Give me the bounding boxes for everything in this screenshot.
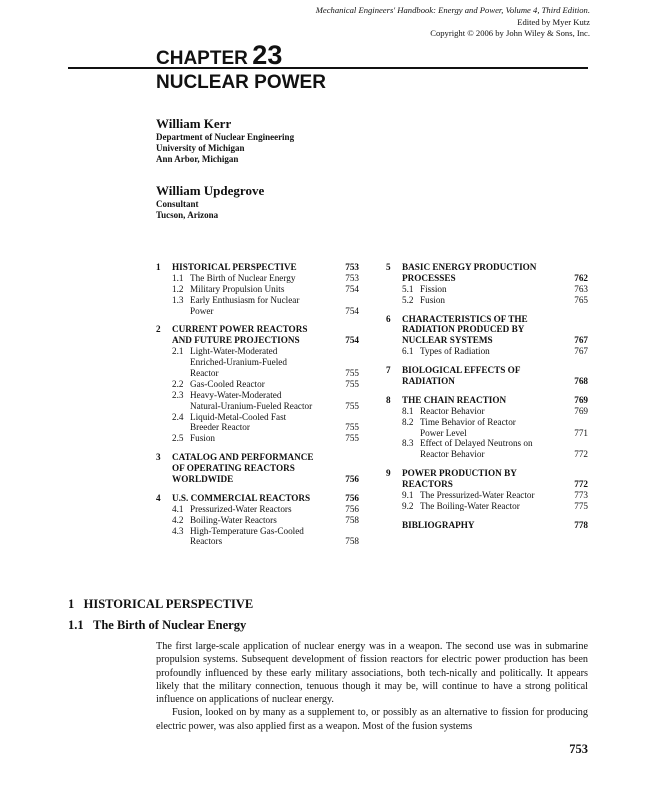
toc-title: THE CHAIN REACTION bbox=[402, 394, 507, 405]
toc-title: REACTORS bbox=[402, 479, 453, 490]
paragraph: Fusion, looked on by many as a supplement to, or possibly as an alternative to fission for producing electric power, was also applied first as a weapon. Most of the fusion systems bbox=[156, 707, 588, 732]
author-block bbox=[156, 183, 264, 221]
toc-entry[interactable] bbox=[156, 379, 359, 390]
toc-entry[interactable] bbox=[386, 449, 588, 460]
toc-number: 8 bbox=[386, 394, 391, 405]
toc-entry[interactable] bbox=[156, 474, 359, 485]
header-line-3: Copyright © 2006 by John Wiley & Sons, Inc. bbox=[430, 28, 590, 38]
toc-subnumber: 5.2 bbox=[402, 294, 414, 305]
body-text bbox=[156, 640, 588, 733]
toc-page: 754 bbox=[345, 305, 359, 316]
toc-entry[interactable] bbox=[386, 262, 588, 273]
toc-entry[interactable] bbox=[156, 262, 359, 273]
header-line-1: Mechanical Engineers' Handbook: Energy and Power, Volume 4, Third Edition. bbox=[315, 5, 590, 15]
toc-title: High-Temperature Gas-Cooled bbox=[190, 525, 304, 536]
toc-page: 758 bbox=[345, 536, 359, 547]
toc-entry[interactable] bbox=[156, 526, 359, 537]
toc-title: Fusion bbox=[190, 433, 216, 444]
toc-title: Reactor bbox=[190, 368, 219, 379]
toc-entry[interactable] bbox=[156, 346, 359, 357]
toc-subnumber: 8.2 bbox=[402, 416, 414, 427]
toc-subnumber: 4.2 bbox=[172, 514, 184, 525]
toc-page: 772 bbox=[574, 449, 588, 460]
toc-page: 754 bbox=[345, 283, 359, 294]
section-number: 1 bbox=[68, 597, 75, 611]
toc-entry[interactable] bbox=[156, 412, 359, 423]
toc-title: RADIATION PRODUCED BY bbox=[402, 324, 525, 335]
toc-entry[interactable] bbox=[386, 479, 588, 490]
toc-number: 4 bbox=[156, 492, 161, 503]
toc-entry[interactable] bbox=[156, 536, 359, 547]
toc-page: 755 bbox=[345, 422, 359, 433]
toc-title: BIBLIOGRAPHY bbox=[402, 519, 475, 530]
toc-entry[interactable] bbox=[386, 284, 588, 295]
toc-page: 767 bbox=[574, 346, 588, 357]
toc-title: NUCLEAR SYSTEMS bbox=[402, 335, 493, 346]
toc-title: Liquid-Metal-Cooled Fast bbox=[190, 411, 287, 422]
toc-entry[interactable] bbox=[156, 493, 359, 504]
toc-subnumber: 2.3 bbox=[172, 389, 184, 400]
toc-entry[interactable] bbox=[156, 295, 359, 306]
toc-entry[interactable] bbox=[386, 365, 588, 376]
toc-page: 769 bbox=[574, 394, 588, 405]
toc-title: Effect of Delayed Neutrons on bbox=[420, 438, 533, 449]
toc-entry[interactable] bbox=[386, 395, 588, 406]
toc-page: 755 bbox=[345, 400, 359, 411]
author-name: William Kerr bbox=[156, 116, 232, 131]
toc-entry[interactable] bbox=[156, 463, 359, 474]
toc-subnumber: 9.1 bbox=[402, 490, 414, 501]
toc-subnumber: 5.1 bbox=[402, 283, 414, 294]
toc-number: 7 bbox=[386, 365, 391, 376]
toc-page: 775 bbox=[574, 500, 588, 511]
toc-title: Natural-Uranium-Fueled Reactor bbox=[190, 400, 313, 411]
toc-page: 769 bbox=[574, 405, 588, 416]
toc-gap bbox=[156, 316, 359, 324]
toc-subnumber: 8.3 bbox=[402, 438, 414, 449]
paragraph: The first large-scale application of nuclear energy was in a weapon. The second use was in submarine propulsion systems. Subsequent development of fission reactors for electric power production has been profoundly influenced by these early military associations, both tech-nically and politically. It appears likely that the military connection, tenuous though it may be, will continue to have a strong political influence on applications of nuclear energy. bbox=[156, 641, 588, 706]
toc-entry[interactable] bbox=[156, 306, 359, 317]
toc-entry[interactable] bbox=[156, 390, 359, 401]
toc-entry[interactable] bbox=[156, 335, 359, 346]
toc-page: 753 bbox=[345, 272, 359, 283]
toc-page: 756 bbox=[345, 503, 359, 514]
toc-entry[interactable] bbox=[386, 417, 588, 428]
chapter-title: NUCLEAR POWER bbox=[156, 72, 326, 93]
subsection-title: The Birth of Nuclear Energy bbox=[93, 618, 247, 632]
toc-title: Fusion bbox=[420, 294, 446, 305]
toc-title: Power bbox=[190, 305, 214, 316]
toc-subnumber: 9.2 bbox=[402, 500, 414, 511]
toc-page: 763 bbox=[574, 283, 588, 294]
toc-entry[interactable] bbox=[386, 438, 588, 449]
toc-title: Early Enthusiasm for Nuclear bbox=[190, 294, 300, 305]
toc-title: Fission bbox=[420, 283, 447, 294]
chapter-rule bbox=[68, 67, 588, 69]
toc-page: 768 bbox=[574, 376, 588, 387]
toc-subnumber: 2.5 bbox=[172, 433, 184, 444]
author-affiliation: Consultant bbox=[156, 199, 199, 209]
toc-entry[interactable] bbox=[156, 368, 359, 379]
toc-title: Reactor Behavior bbox=[420, 449, 485, 460]
toc-number: 3 bbox=[156, 452, 161, 463]
toc-number: 2 bbox=[156, 324, 161, 335]
toc-entry[interactable] bbox=[386, 468, 588, 479]
toc-entry[interactable] bbox=[386, 314, 588, 325]
toc-title: Types of Radiation bbox=[420, 346, 490, 357]
toc-title: Light-Water-Moderated bbox=[190, 346, 278, 357]
toc-title: PROCESSES bbox=[402, 272, 456, 283]
toc-page: 771 bbox=[574, 427, 588, 438]
toc-title: HISTORICAL PERSPECTIVE bbox=[172, 262, 297, 272]
toc-title: POWER PRODUCTION BY bbox=[402, 468, 517, 479]
toc-title: Breeder Reactor bbox=[190, 422, 250, 433]
toc-number: 5 bbox=[386, 262, 391, 272]
toc-gap bbox=[386, 460, 588, 468]
toc-title: The Pressurized-Water Reactor bbox=[420, 490, 535, 501]
toc-subnumber: 8.1 bbox=[402, 405, 414, 416]
toc-title: OF OPERATING REACTORS bbox=[172, 463, 295, 474]
toc-entry[interactable] bbox=[386, 520, 588, 531]
toc-page: 758 bbox=[345, 514, 359, 525]
toc-page: 755 bbox=[345, 433, 359, 444]
toc-subnumber: 1.3 bbox=[172, 294, 184, 305]
toc-title: RADIATION bbox=[402, 376, 455, 387]
toc-page: 755 bbox=[345, 368, 359, 379]
toc-entry[interactable] bbox=[386, 335, 588, 346]
author-name: William Updegrove bbox=[156, 183, 265, 198]
subsection-number: 1.1 bbox=[68, 618, 84, 632]
toc-title: Heavy-Water-Moderated bbox=[190, 389, 282, 400]
toc-entry[interactable] bbox=[156, 504, 359, 515]
header-line-2: Edited by Myer Kutz bbox=[517, 16, 590, 27]
toc-title: Gas-Cooled Reactor bbox=[190, 378, 265, 389]
toc-entry[interactable] bbox=[386, 490, 588, 501]
toc-gap bbox=[386, 387, 588, 395]
toc-entry[interactable] bbox=[156, 422, 359, 433]
toc-subnumber: 6.1 bbox=[402, 346, 414, 357]
toc-entry[interactable] bbox=[386, 406, 588, 417]
author-affiliation: Tucson, Arizona bbox=[156, 210, 219, 220]
toc-title: BASIC ENERGY PRODUCTION bbox=[402, 262, 537, 272]
toc-left-column bbox=[156, 262, 359, 547]
toc-page: 756 bbox=[345, 474, 359, 485]
toc-entry[interactable] bbox=[156, 273, 359, 284]
toc-title: Power Level bbox=[420, 427, 467, 438]
toc-title: Pressurized-Water Reactors bbox=[190, 503, 292, 514]
toc-entry[interactable] bbox=[156, 284, 359, 295]
toc-title: WORLDWIDE bbox=[172, 474, 234, 485]
author-affiliation: Ann Arbor, Michigan bbox=[156, 154, 239, 164]
toc-title: The Boiling-Water Reactor bbox=[420, 500, 520, 511]
toc-gap bbox=[156, 444, 359, 452]
chapter-number: 23 bbox=[252, 40, 283, 70]
toc-page: 778 bbox=[574, 519, 588, 530]
toc-entry[interactable] bbox=[156, 401, 359, 412]
toc-number: 6 bbox=[386, 313, 391, 324]
toc-page: 754 bbox=[345, 335, 359, 346]
toc-subnumber: 4.1 bbox=[172, 503, 184, 514]
toc-entry[interactable] bbox=[386, 428, 588, 439]
toc-title: U.S. COMMERCIAL REACTORS bbox=[172, 492, 311, 503]
toc-subnumber: 2.4 bbox=[172, 411, 184, 422]
toc-subnumber: 4.3 bbox=[172, 525, 184, 536]
section-title: HISTORICAL PERSPECTIVE bbox=[83, 597, 254, 611]
toc-entry[interactable] bbox=[156, 452, 359, 463]
toc-gap bbox=[386, 306, 588, 314]
running-header bbox=[316, 5, 590, 40]
toc-title: Enriched-Uranium-Fueled bbox=[190, 357, 287, 368]
toc-title: Boiling-Water Reactors bbox=[190, 514, 277, 525]
toc-entry[interactable] bbox=[156, 433, 359, 444]
subsection-heading bbox=[68, 618, 246, 633]
section-heading bbox=[68, 597, 253, 612]
toc-page: 762 bbox=[574, 272, 588, 283]
toc-entry[interactable] bbox=[386, 346, 588, 357]
toc-title: CHARACTERISTICS OF THE bbox=[402, 313, 528, 324]
toc-entry[interactable] bbox=[386, 376, 588, 387]
toc-page: 753 bbox=[345, 262, 359, 272]
author-affiliation: Department of Nuclear Engineering bbox=[156, 132, 295, 142]
toc-entry[interactable] bbox=[386, 273, 588, 284]
toc-subnumber: 1.1 bbox=[172, 272, 184, 283]
toc-title: Military Propulsion Units bbox=[190, 283, 285, 294]
toc-entry[interactable] bbox=[156, 515, 359, 526]
toc-subnumber: 2.2 bbox=[172, 378, 184, 389]
toc-title: CURRENT POWER REACTORS bbox=[172, 324, 308, 335]
toc-subnumber: 2.1 bbox=[172, 346, 184, 357]
toc-number: 1 bbox=[156, 262, 161, 272]
toc-title: Reactor Behavior bbox=[420, 405, 485, 416]
toc-page: 772 bbox=[574, 479, 588, 490]
toc-gap bbox=[156, 485, 359, 493]
toc-right-column bbox=[386, 262, 588, 531]
toc-entry[interactable] bbox=[156, 357, 359, 368]
toc-page: 765 bbox=[574, 294, 588, 305]
toc-page: 773 bbox=[574, 490, 588, 501]
toc-page: 756 bbox=[345, 492, 359, 503]
toc-gap bbox=[386, 512, 588, 520]
toc-title: The Birth of Nuclear Energy bbox=[190, 272, 296, 283]
toc-title: BIOLOGICAL EFFECTS OF bbox=[402, 365, 521, 376]
page-number: 753 bbox=[569, 742, 588, 756]
toc-page: 767 bbox=[574, 335, 588, 346]
toc-subnumber: 1.2 bbox=[172, 283, 184, 294]
toc-entry[interactable] bbox=[386, 324, 588, 335]
chapter-word: CHAPTER bbox=[156, 48, 248, 69]
toc-title: Time Behavior of Reactor bbox=[420, 416, 516, 427]
author-affiliation: University of Michigan bbox=[156, 143, 245, 153]
toc-entry[interactable] bbox=[386, 295, 588, 306]
toc-title: AND FUTURE PROJECTIONS bbox=[172, 335, 300, 346]
toc-title: Reactors bbox=[190, 536, 223, 547]
toc-gap bbox=[386, 357, 588, 365]
toc-page: 755 bbox=[345, 378, 359, 389]
toc-number: 9 bbox=[386, 468, 391, 479]
toc-entry[interactable] bbox=[156, 324, 359, 335]
toc-title: CATALOG AND PERFORMANCE bbox=[172, 452, 314, 463]
toc-entry[interactable] bbox=[386, 501, 588, 512]
author-block bbox=[156, 116, 294, 165]
